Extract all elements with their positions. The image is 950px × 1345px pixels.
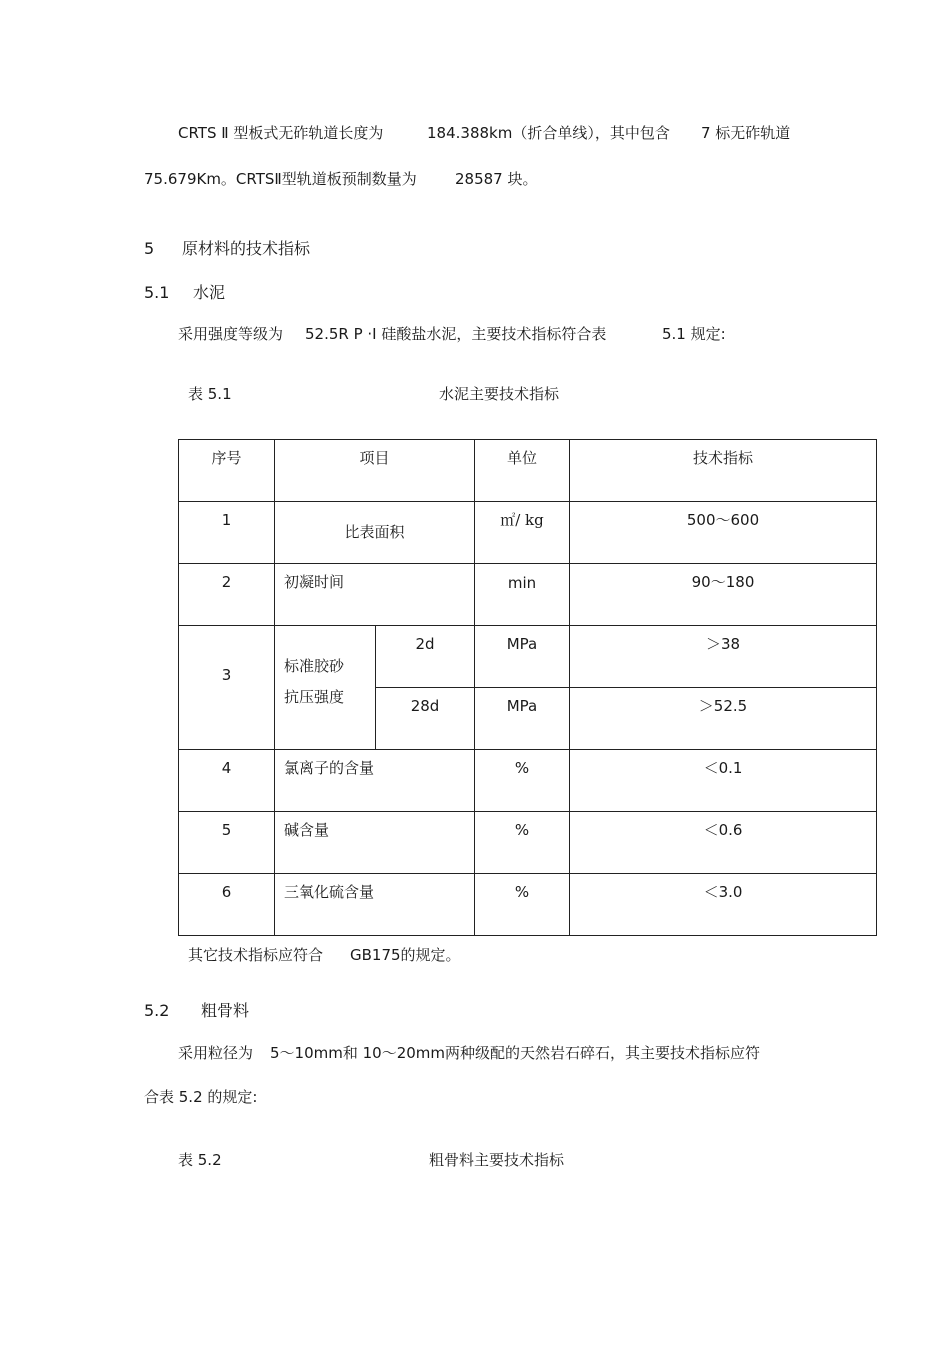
row-no: 3 [221, 666, 232, 684]
table-cell [179, 750, 275, 812]
table-cell [475, 688, 570, 750]
section-5-2-title: 粗骨料 [201, 1001, 250, 1020]
table-5-1-caption: 水泥主要技术指标 [439, 385, 560, 403]
row-value: 500～600 [686, 511, 760, 529]
row-item: 比表面积 [344, 523, 405, 541]
table-cell [275, 626, 376, 750]
section-5-1-title: 水泥 [193, 283, 226, 302]
row-unit: % [514, 883, 530, 901]
table-cell [179, 812, 275, 874]
table-cell [179, 874, 275, 936]
table-cell [179, 564, 275, 626]
section-5-1-para-c: 5.1 规定: [662, 325, 726, 343]
table-cell [570, 564, 877, 626]
table-cell [475, 750, 570, 812]
intro-line2-b: 28587 块。 [455, 170, 538, 188]
table-row [179, 812, 877, 874]
table-row [179, 750, 877, 812]
table-5-2-caption: 粗骨料主要技术指标 [429, 1151, 565, 1169]
row-item: 初凝时间 [284, 573, 345, 591]
row-no: 1 [221, 511, 232, 529]
row-unit: MPa [506, 635, 538, 653]
section-5-number: 5 [144, 239, 155, 258]
table-cell [475, 502, 570, 564]
section-5-2-para-line2: 合表 5.2 的规定: [144, 1088, 258, 1106]
intro-line1-a: CRTS Ⅱ 型板式无砟轨道长度为 [178, 124, 384, 142]
row-item: 氯离子的含量 [284, 759, 375, 777]
table-cell [570, 502, 877, 564]
table-cell [570, 688, 877, 750]
table-cell [475, 874, 570, 936]
row-sub: 2d [415, 635, 435, 653]
table-row [179, 564, 877, 626]
table-cell [475, 626, 570, 688]
table-cell [475, 564, 570, 626]
table-cell [376, 688, 475, 750]
table-5-1-note-a: 其它技术指标应符合 [188, 946, 324, 964]
row-unit: % [514, 759, 530, 777]
table-cell [275, 502, 475, 564]
row-value: ＜0.6 [703, 821, 743, 839]
intro-line1-c: 7 标无砟轨道 [701, 124, 791, 142]
row-item-line1: 标准胶砂 [284, 657, 345, 675]
table-cell [570, 874, 877, 936]
table-row [179, 502, 877, 564]
section-5-1-number: 5.1 [144, 283, 170, 302]
header-item: 项目 [359, 449, 390, 467]
row-unit: % [514, 821, 530, 839]
row-item: 三氧化硫含量 [284, 883, 375, 901]
table-cell [179, 626, 275, 750]
table-row [179, 874, 877, 936]
table-5-1-label: 表 5.1 [188, 385, 232, 403]
row-value: ＞38 [705, 635, 741, 653]
header-cell [179, 440, 275, 502]
header-no: 序号 [211, 449, 242, 467]
table-cell [570, 812, 877, 874]
row-unit: ㎡/ kg [500, 511, 544, 529]
row-no: 5 [221, 821, 232, 839]
table-cell [376, 626, 475, 688]
row-value: 90～180 [691, 573, 755, 591]
table-cell [275, 564, 475, 626]
row-unit: MPa [506, 697, 538, 715]
table-5-1-note-b: GB175的规定。 [350, 946, 461, 964]
row-no: 2 [221, 573, 232, 591]
table-5-1 [178, 439, 877, 936]
row-unit: min [507, 574, 537, 592]
table-cell [570, 626, 877, 688]
header-unit: 单位 [506, 449, 537, 467]
row-item: 碱含量 [284, 821, 330, 839]
table-cell [275, 750, 475, 812]
table-cell [179, 502, 275, 564]
table-5-2-label: 表 5.2 [178, 1151, 222, 1169]
row-no: 6 [221, 883, 232, 901]
header-cell [275, 440, 475, 502]
section-5-1-para-b: 52.5R P ·Ⅰ 硅酸盐水泥，主要技术指标符合表 [305, 325, 607, 343]
header-cell [570, 440, 877, 502]
table-cell [275, 812, 475, 874]
header-value: 技术指标 [692, 449, 753, 467]
intro-line2-a: 75.679Km。CRTSⅡ型轨道板预制数量为 [144, 170, 417, 188]
section-5-2-para-b: 5～10mm和 10～20mm两种级配的天然岩石碎石，其主要技术指标应符 [270, 1044, 761, 1062]
table-cell [275, 874, 475, 936]
section-5-title: 原材料的技术指标 [182, 239, 311, 258]
table-header-row [179, 440, 877, 502]
row-value: ＜0.1 [703, 759, 743, 777]
section-5-2-para-a: 采用粒径为 [178, 1044, 254, 1062]
row-value: ＞52.5 [698, 697, 748, 715]
section-5-1-para-a: 采用强度等级为 [178, 325, 284, 343]
row-no: 4 [221, 759, 232, 777]
row-sub: 28d [410, 697, 440, 715]
table-cell [570, 750, 877, 812]
row-value: ＜3.0 [703, 883, 743, 901]
intro-line1-b: 184.388km（折合单线），其中包含 [427, 124, 670, 142]
table-cell [475, 812, 570, 874]
header-cell [475, 440, 570, 502]
table-row [179, 626, 877, 688]
section-5-2-number: 5.2 [144, 1001, 170, 1020]
row-item-line2: 抗压强度 [284, 688, 345, 706]
